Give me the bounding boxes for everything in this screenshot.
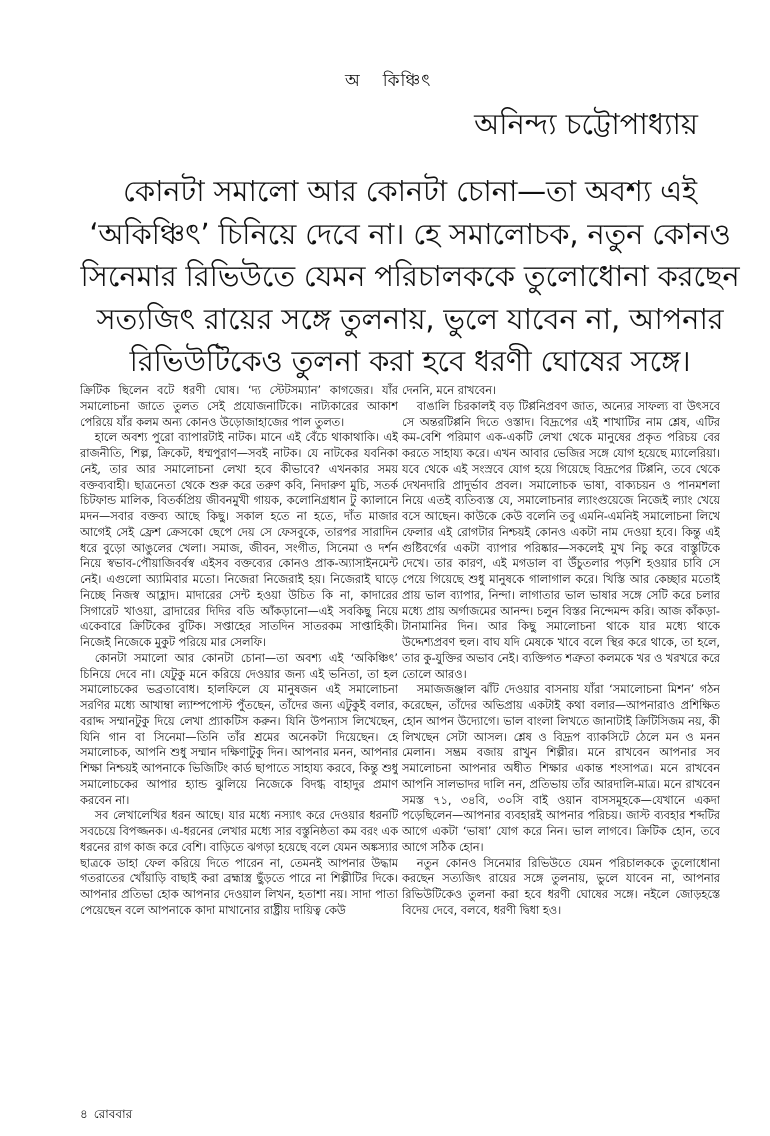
pull-quote-line: সত্যজিৎ রায়ের সঙ্গে তুলনায়, ভুলে যাবেন না, আপনার <box>96 301 724 336</box>
pull-quote-line: সিনেমার রিভিউতে যেমন পরিচালককে তুলোধোনা করছেন <box>80 259 740 293</box>
article-paragraph: কোনটা সমালো আর কোনটা চোনা—তা অবশ্য এই ‘অকিঞ্চিৎ’ চিনিয়ে দেবে না। যেটুকু মনে করিয়ে দেওয়ার জন্য এই ভনিতা, তা হল সমালোচকের ভব্রতাবোধ। হালফিলে যে মানুষজন এই সমালোচনা সরণির মধ্যে আখাম্বা ল্যাম্পপোস্ট পুঁতছেন, তাঁদের জন্য এটুকুই বলার, বরাদ্দ সম্মানটুকু দিয়ে লেখা প্র্যাকটিস করুন। যিনি উপন্যাস লিখেছেন, যিনি গান বা সিনেমা—তিনি তাঁর শ্রমের অনেকটা দিয়েছেন। হে সমালোচক, আপনি শুধু সম্মান দক্ষিণাটুকু দিন। আপনার মনন, আপনার শিক্ষা নিশ্চয়ই আপনাকে ভিজিটিং কার্ড ছাপাতে সাহায্য করবে, কিন্তু শুধু সমালোচকের আপার হ্যান্ড ঝুলিয়ে নিজেকে বিদগ্ধ বাহাদুর প্রমাণ করবেন না। <box>80 651 398 807</box>
article-paragraph: সব লেখালেখির ধরন আছে। যার মধ্যে নস্যাৎ করে দেওয়ার ধরনটি সবচেয়ে বিপজ্জনক। এ-ধরনের লেখার মধ্যে সার বস্তুনিষ্ঠতা কম বরং এক ধরনের রাগ কাজ করে বেশি। বাড়িতে ঝগড়া হয়েছে বলে যেমন অঙ্কস্যার ছাত্রকে ডাহা ফেল করিয়ে দিতে পারেন না, তেমনই আপনার উদ্ধাম গতরাতের খোঁয়াড়ি বাছাই করা ব্রহ্মাস্ত্র ছুঁড়তে পারে না শিল্পীটির দিকে। আপনার প্রতিভা হোক আপনার দেওয়াল লিখন, হতাশা নয়। সাদা পাতা পেয়েছেন বলে আপনাকে কাদা মাখানোর রাষ্ট্রীয় দায়িত্ব কেউ <box>80 809 398 917</box>
pull-quote-line: কোনটা সমালো আর কোনটা চোনা—তা অবশ্য এই <box>123 174 697 208</box>
article-paragraph: দেননি, মনে রাখবেন। <box>402 384 497 397</box>
author-byline: অনিন্দ্য চট্টোপাধ্যায় <box>474 107 698 141</box>
article-column-right <box>402 383 720 1098</box>
article-paragraph: নতুন কোনও সিনেমার রিভিউতে যেমন পরিচালককে তুলোধোনা করছেন সত্যজিৎ রায়ের সঙ্গে তুলনায়, ভুলে যাবেন না, আপনার রিভিউটিকেও তুলনা করা হবে ধরণী ঘোষের সঙ্গে। নইলে জোড়হস্তে বিদেয় দেবে, বলবে, ধরণী দ্বিধা হও। <box>402 856 720 917</box>
pull-quote <box>80 170 740 383</box>
article-column-left <box>80 383 398 1098</box>
article-paragraph: হালে অবশ্য পুরো ব্যাপারটাই নাটক। মানে এই বেঁচে থাকাথাকি। এই রাজনীতি, শিল্প, ক্রিকেট, ধম্মপুরাণ—সবই নাটক। যে নাটকের যবনিকা নেই, তার আর সমালোচনা লেখা হবে কীভাবে? এখনকার সময় বক্তব্যবাহী। ছাত্রনেতা থেকে শুরু করে তরুণ কবি, নিদারুণ মুচি, সতর্ক চিটফান্ড মালিক, বিতর্কপ্রিয় জীবনমুখী গায়ক, কলোনিগ্রধান টু ক্যালানে মদন—সবার বক্তব্য আছে কিছু। সকাল হতে না হতে, দাঁত মাজার আগেই সেই ফ্রেশ ক্রেসকো ছেপে দেয় সে ফেসবুকে, তারপর সারাদিন ধরে বুড়ো আঙুলের খেলা। সমাজ, জীবন, সংগীত, সিনেমা ও দর্শন নিয়ে স্বভাব-পৌয়াজিবর্বস্ব এইসব বক্তব্যের কোনও প্রাক-অ্যাসাইনমেন্ট নেই। এগুলো অ্যামিবার মতো। নিজেরা নিজেরাই হয়। নিজেরাই ঘাড়ে নিচ্ছে নিজস্ব আহ্লাদ। মাদারের সেন্ট হওয়া উচিত কি না, কাদারের সিগারেট খাওয়া, ব্রাদারের দিদির বডি আঁকড়ানো—এই সবকিছু নিয়ে একেবারে ক্রিটিকের বুটিক। সপ্তাহের সাতদিন সাতরকম সাপ্তাহিকী। নিজেই নিজেকে মুকুট পরিয়ে মার সেলফি। <box>80 431 398 649</box>
kicker-letter: অ <box>345 71 361 91</box>
article-paragraph: সমাজজঞ্জাল ঝাঁট দেওয়ার বাসনায় যাঁরা ‘সমালোচনা মিশন’ গঠন করেছেন, তাঁদের অভিপ্রায় একটাই কথা বলার—আপনারাও প্রশিক্ষিত হোন আপন উদ্যোগে। ভাল বাংলা লিখতে জানাটাই ক্রিটিসিজম নয়, কী লিখছেন সেটা আসল। শ্লেষ ও বিদ্রূপ ব্যাকসিটে ঠেলে মন ও মনন মেলান। সম্ভ্রম বজায় রাখুন শিল্পীর। মনে রাখবেন আপনার সব সমালোচনা আপনার অধীত শিক্ষার একান্ত শংসাপত্র। মনে রাখবেন আপনি সালভাদর দালি নন, প্রতিভায় তাঁর আরদালি-মাত্র। মনে রাখবেন সমস্ত ৭১, ৩৪বি, ৩০সি বাই ওয়ান বাসসমূহকে—যেখানে একদা পড়েছিলেন—আপনার ব্যবহারই আপনার পরিচয়। জাস্ট ব্যবহার শব্দটির আগে একটা ‘ভাষা’ যোগ করে নিন। ভাল লাগবে। ক্রিটিক হোন, তবে আগে সঠিক হোন। <box>402 683 720 854</box>
column-kicker <box>345 68 431 96</box>
pull-quote-line: রিভিউটিকেও তুলনা করা হবে ধরণী ঘোষের সঙ্গে। <box>129 344 691 378</box>
pull-quote-line: ‘অকিঞ্চিৎ’ চিনিয়ে দেবে না। হে সমালোচক, নতুন কোনও <box>89 216 731 251</box>
article-paragraph: ক্রিটিক ছিলেন বটে ধরণী ঘোষ। ‘দ্য স্টেটসম্যান’ কাগজের। যাঁর সমালোচনা জাতে তুলত সেই প্রযোজনাটিকে। নাট্যকারের আকাশ পেরিয়ে যাঁর কলম অন্য কোনও উড়োজাহাজের পাল তুলত। <box>80 384 398 429</box>
page-number: ৪ <box>80 1107 88 1121</box>
article-paragraph: বাঙালি চিরকালই বড় টিপ্পনিপ্রবণ জাত, অন্যের সাফল্য বা উৎসবে সে অন্তরটিপ্পনি দিতে ওস্তাদ। বিদ্রূপের এই শাখাটির নাম শ্লেষ, এটির কম-বেশি পরিমাণ এক-একটি লেখা থেকে মানুষের প্রকৃত পরিচয় বের করতে সাহায্য করে। এখন আবার ভেজির সঙ্গে যোগ হয়েছে ম্যালেরিয়া। যবে থেকে এই সংস্রবে যোগ হয়ে গিয়েছে বিদ্রূপের টিপ্পনি, তবে থেকে দেখনদারি প্রাদুর্ভাব প্রবল। সমালোচক ভাষা, বাক্যচয়ন ও পানমশলা নিয়ে এতই ব্যতিব্যস্ত যে, সমালোচনার ল্যাংগুয়েজে নিজেই ল্যাং খেয়ে বসে আছেন। কাউকে কেউ বলেনি তবু এমনি-এমনিই সমালোচনা লিখে ফেলার এই রোগটার নিশ্চয়ই কোনও একটা নাম দেওয়া হবে। কিন্তু এই গুষ্টিবর্গের একটা ব্যাপার পরিষ্কার—সকলেই মুখ নিচু করে বাস্তুটিকে দেখে। তার কারণ, এই মগডাল বা উঁচুতলার পড়শি হওয়ার চাবি সে পেয়ে গিয়েছে শুধু মানুষকে গালাগাল করে। খিস্তি আর কেচ্ছার মতোই প্রায় ভাল ব্যাপার, নিন্দা। লাগাতার ভাল ভাষার সঙ্গে সেটি করে চলার মধ্যে প্রায় অর্গাজমের আনন্দ। চলুন বিস্তর নিন্দেমন্দ করি। আজ কাঁকড়া-টানামানির দিন। আর কিছু সমালোচনা থাকে যার মধ্যে থাকে উদ্দেশ্যপ্রবণ হুল। বাঘ যদি মেষকে খাবে বলে স্থির করে থাকে, তা হলে, তার কু-যুক্তির অভাব নেই। ব্যক্তিগত শত্রুতা কলমকে খর ও খরখরে করে তোলে আরও। <box>402 399 720 681</box>
page-folio <box>80 1106 132 1126</box>
magazine-name: রোববার <box>93 1107 133 1121</box>
kicker-word: কিঞ্চিৎ <box>382 71 432 91</box>
